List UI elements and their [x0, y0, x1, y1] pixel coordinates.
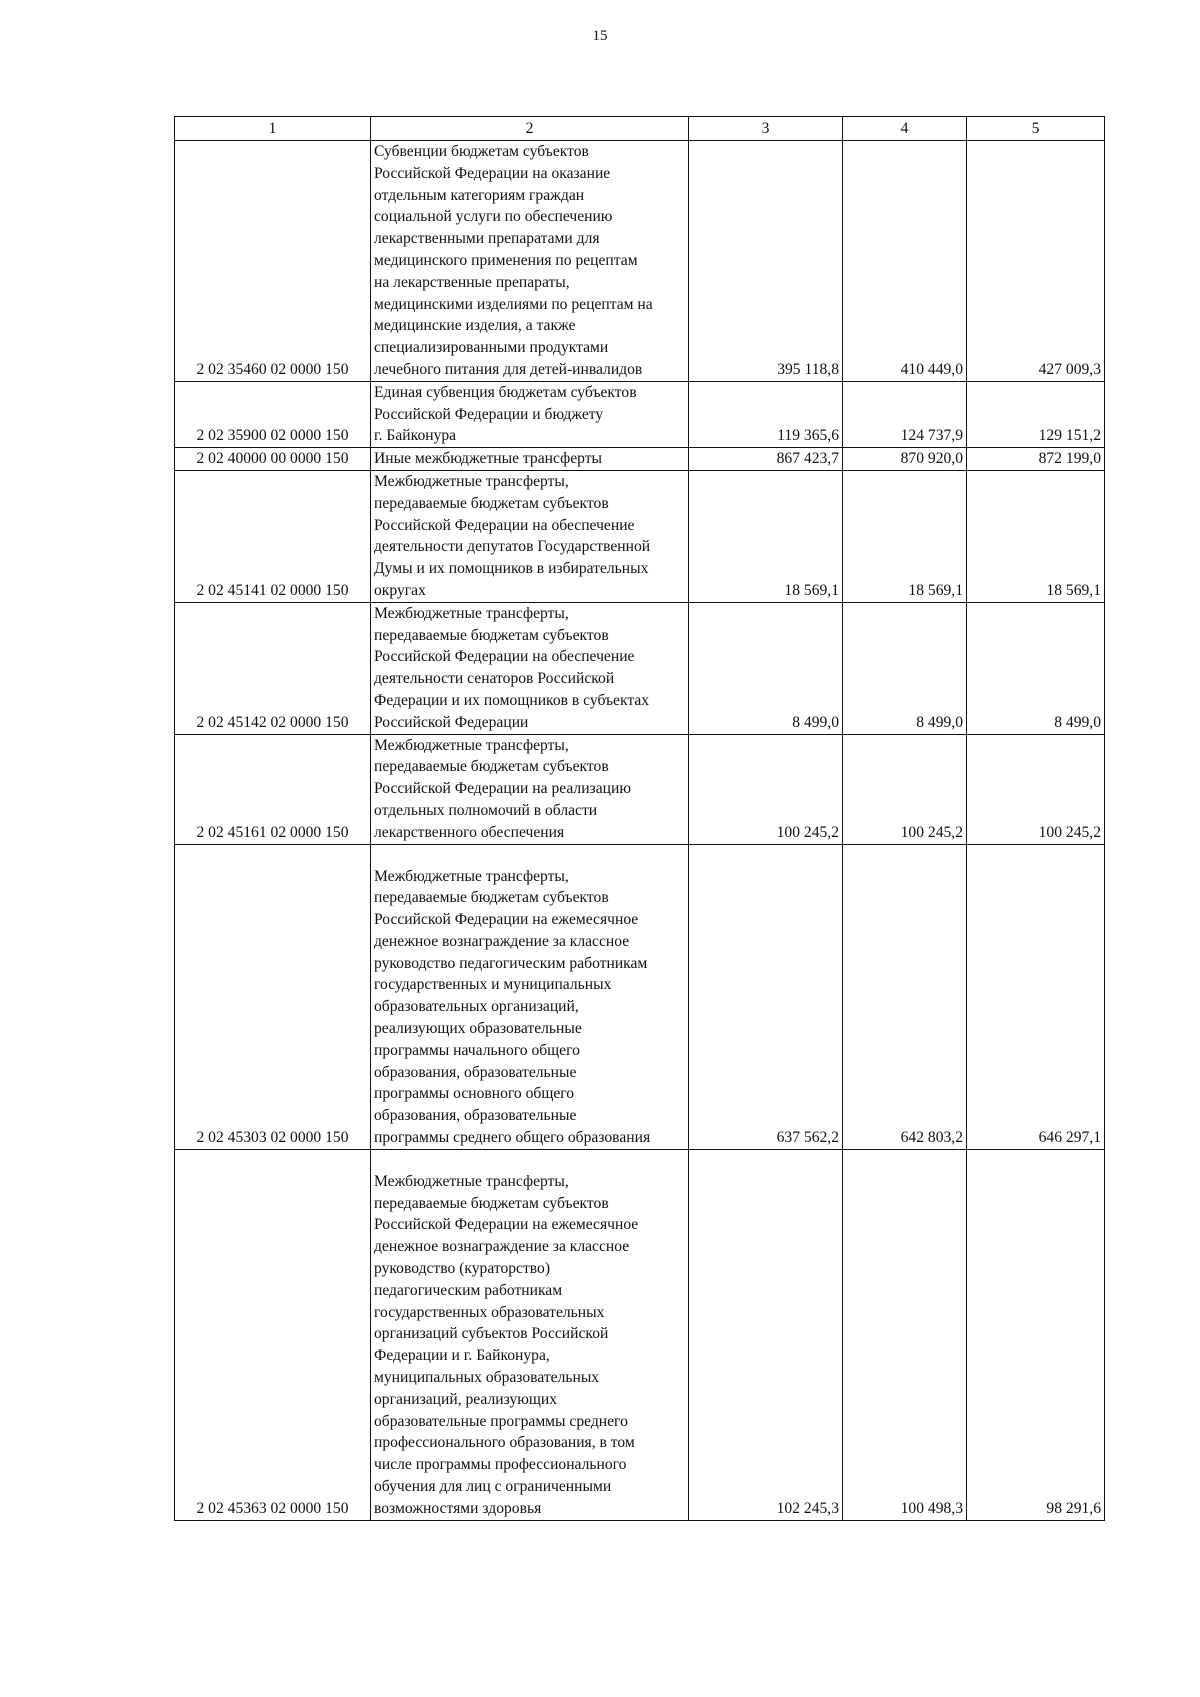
budget-code-cell: 2 02 45141 02 0000 150 — [175, 470, 371, 602]
item-name-line: профессионального образования, в том — [374, 1434, 635, 1452]
item-name-line: Российской Федерации на оказание — [374, 164, 611, 182]
item-name-line: руководство педагогическим работникам — [374, 954, 648, 972]
item-name-line: передаваемые бюджетам субъектов — [374, 494, 609, 512]
table-row — [175, 734, 1105, 844]
item-name-line: на лекарственные препараты, — [374, 273, 570, 291]
item-name-line: возможностями здоровья — [374, 1499, 542, 1517]
budget-code-cell: 2 02 45142 02 0000 150 — [175, 602, 371, 734]
item-name-line: Иные межбюджетные трансферты — [374, 450, 603, 468]
cell-top-spacing — [374, 1150, 685, 1171]
item-name-line: образования, образовательные — [374, 1107, 577, 1125]
column-header-2: 2 — [371, 117, 689, 141]
column-header-3: 3 — [689, 117, 843, 141]
item-name-line: государственных образовательных — [374, 1303, 605, 1321]
item-name-cell — [371, 734, 689, 844]
item-name-line: Российской Федерации на реализацию — [374, 780, 631, 798]
item-name-line: Единая субвенция бюджетам субъектов — [374, 383, 637, 401]
amount-cell-col3: 18 569,1 — [689, 470, 843, 602]
amount-cell-col4: 642 803,2 — [843, 844, 967, 1149]
item-name-line: руководство (кураторство) — [374, 1260, 551, 1278]
amount-cell-col3: 8 499,0 — [689, 602, 843, 734]
item-name-line: г. Байконура — [374, 427, 457, 445]
item-name-line: педагогическим работникам — [374, 1281, 563, 1299]
column-header-5: 5 — [967, 117, 1105, 141]
item-name-line: медицинского применения по рецептам — [374, 251, 638, 269]
amount-cell-col5: 18 569,1 — [967, 470, 1105, 602]
item-name-line: передаваемые бюджетам субъектов — [374, 626, 609, 644]
item-name-line: социальной услуги по обеспечению — [374, 208, 613, 226]
budget-code-cell: 2 02 45303 02 0000 150 — [175, 844, 371, 1149]
item-name-line: организаций, реализующих — [374, 1390, 558, 1408]
amount-cell-col3: 867 423,7 — [689, 448, 843, 471]
item-name-line: деятельности депутатов Государственной — [374, 538, 651, 556]
item-name-line: Российской Федерации на обеспечение — [374, 648, 635, 666]
amount-cell-col3: 637 562,2 — [689, 844, 843, 1149]
amount-cell-col4: 124 737,9 — [843, 381, 967, 447]
budget-code-cell: 2 02 35900 02 0000 150 — [175, 381, 371, 447]
item-name-line: денежное вознаграждение за классное — [374, 932, 630, 950]
item-name-cell — [371, 448, 689, 471]
amount-cell-col4: 8 499,0 — [843, 602, 967, 734]
amount-cell-col5: 8 499,0 — [967, 602, 1105, 734]
amount-cell-col3: 100 245,2 — [689, 734, 843, 844]
item-name-line: лекарственного обеспечения — [374, 823, 565, 841]
budget-code-cell: 2 02 45363 02 0000 150 — [175, 1149, 371, 1520]
item-name-line: Российской Федерации на обеспечение — [374, 516, 635, 534]
amount-cell-col4: 870 920,0 — [843, 448, 967, 471]
item-name-line: программы среднего общего образования — [374, 1129, 651, 1147]
column-header-4: 4 — [843, 117, 967, 141]
item-name-line: лекарственными препаратами для — [374, 230, 600, 248]
item-name-line: Межбюджетные трансферты, — [374, 867, 569, 885]
item-name-line: Межбюджетные трансферты, — [374, 604, 569, 622]
item-name-line: денежное вознаграждение за классное — [374, 1238, 630, 1256]
item-name-cell — [371, 381, 689, 447]
item-name-line: программы начального общего — [374, 1041, 580, 1059]
item-name-cell — [371, 602, 689, 734]
item-name-line: округах — [374, 581, 426, 599]
table-row — [175, 1149, 1105, 1520]
item-name-cell — [371, 470, 689, 602]
item-name-line: передаваемые бюджетам субъектов — [374, 1194, 609, 1212]
item-name-line: медицинскими изделиями по рецептам на — [374, 295, 653, 313]
item-name-line: организаций субъектов Российской — [374, 1325, 609, 1343]
amount-cell-col5: 646 297,1 — [967, 844, 1105, 1149]
item-name-line: образования, образовательные — [374, 1063, 577, 1081]
cell-top-spacing — [374, 845, 685, 866]
table-row — [175, 844, 1105, 1149]
column-header-1: 1 — [175, 117, 371, 141]
item-name-line: Российской Федерации на ежемесячное — [374, 911, 639, 929]
item-name-line: Российской Федерации — [374, 713, 529, 731]
item-name-line: программы основного общего — [374, 1085, 575, 1103]
item-name-line: отдельных полномочий в области — [374, 801, 598, 819]
amount-cell-col4: 18 569,1 — [843, 470, 967, 602]
item-name-line: Межбюджетные трансферты, — [374, 1172, 569, 1190]
item-name-line: муниципальных образовательных — [374, 1369, 600, 1387]
amount-cell-col5: 98 291,6 — [967, 1149, 1105, 1520]
item-name-line: Межбюджетные трансферты, — [374, 736, 569, 754]
amount-cell-col4: 410 449,0 — [843, 141, 967, 382]
item-name-line: Думы и их помощников в избирательных — [374, 560, 649, 578]
table-row — [175, 381, 1105, 447]
item-name-line: передаваемые бюджетам субъектов — [374, 889, 609, 907]
amount-cell-col3: 395 118,8 — [689, 141, 843, 382]
item-name-cell — [371, 844, 689, 1149]
amount-cell-col5: 872 199,0 — [967, 448, 1105, 471]
amount-cell-col4: 100 498,3 — [843, 1149, 967, 1520]
amount-cell-col3: 119 365,6 — [689, 381, 843, 447]
item-name-line: медицинские изделия, а также — [374, 317, 576, 335]
item-name-line: передаваемые бюджетам субъектов — [374, 758, 609, 776]
item-name-line: государственных и муниципальных — [374, 976, 612, 994]
amount-cell-col4: 100 245,2 — [843, 734, 967, 844]
budget-table — [174, 116, 1105, 1521]
item-name-line: образовательные программы среднего — [374, 1412, 628, 1430]
table-row — [175, 448, 1105, 471]
budget-code-cell: 2 02 35460 02 0000 150 — [175, 141, 371, 382]
item-name-line: Субвенции бюджетам субъектов — [374, 143, 589, 160]
budget-code-cell: 2 02 40000 00 0000 150 — [175, 448, 371, 471]
amount-cell-col5: 129 151,2 — [967, 381, 1105, 447]
budget-code-cell: 2 02 45161 02 0000 150 — [175, 734, 371, 844]
item-name-cell — [371, 1149, 689, 1520]
page-number: 15 — [592, 28, 608, 44]
item-name-line: реализующих образовательные — [374, 1020, 582, 1038]
item-name-line: деятельности сенаторов Российской — [374, 670, 615, 688]
amount-cell-col5: 100 245,2 — [967, 734, 1105, 844]
item-name-line: отдельным категориям граждан — [374, 186, 585, 204]
table-row — [175, 470, 1105, 602]
table-header-row — [175, 117, 1105, 141]
item-name-line: Федерации и их помощников в субъектах — [374, 691, 650, 709]
item-name-cell — [371, 141, 689, 382]
table-row — [175, 602, 1105, 734]
item-name-line: Российской Федерации на ежемесячное — [374, 1216, 639, 1234]
item-name-line: числе программы профессионального — [374, 1456, 627, 1474]
item-name-line: образовательных организаций, — [374, 998, 579, 1016]
item-name-line: обучения для лиц с ограниченными — [374, 1478, 612, 1496]
item-name-line: Российской Федерации и бюджету — [374, 405, 604, 423]
table-row — [175, 141, 1105, 382]
amount-cell-col5: 427 009,3 — [967, 141, 1105, 382]
item-name-line: Межбюджетные трансферты, — [374, 472, 569, 490]
item-name-line: Федерации и г. Байконура, — [374, 1347, 550, 1365]
item-name-line: лечебного питания для детей-инвалидов — [374, 360, 643, 378]
item-name-line: специализированными продуктами — [374, 339, 609, 357]
amount-cell-col3: 102 245,3 — [689, 1149, 843, 1520]
